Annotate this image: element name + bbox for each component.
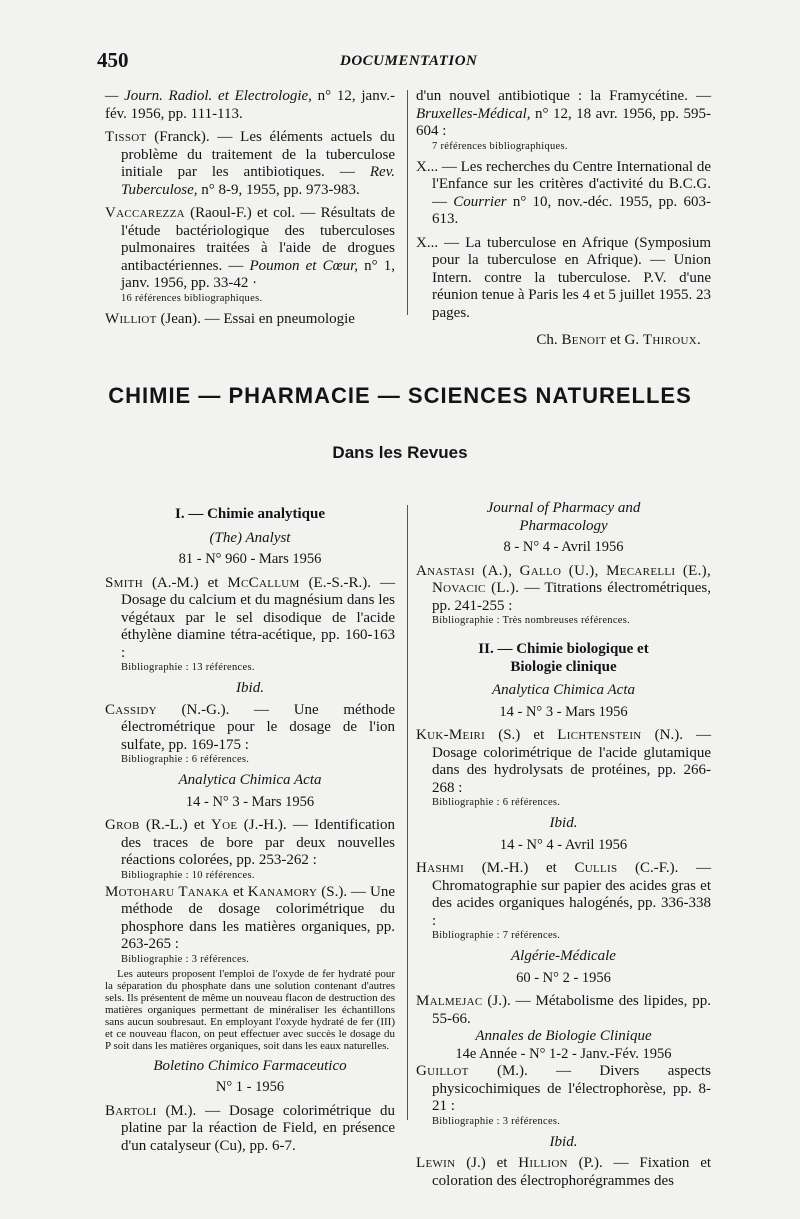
bottom-left-column <box>105 500 395 1161</box>
reference-count: Bibliographie : Très nombreuses références. <box>432 615 631 626</box>
reference-count: Bibliographie : 7 références. <box>432 930 561 941</box>
issue-line: 81 - N° 960 - Mars 1956 <box>178 551 322 567</box>
entry-bartoli: Bartoli (M.). — Dosage colorimétrique du platine par la réaction de Field, en présence d'un catalyseur (Cu), pp. 6-7. <box>105 1102 395 1154</box>
issue-line: 14 - N° 3 - Mars 1956 <box>185 793 315 810</box>
reference-count: 16 références bibliographiques. <box>121 292 263 304</box>
issue-line: 14 - N° 3 - Mars 1956 <box>499 703 628 720</box>
reference-count: Bibliographie : 3 références. <box>432 1115 561 1127</box>
entry-cassidy: Cassidy (N.-G.). — Une méthode électrométrique pour le dosage de l'ion sulfate, pp. 169-175 : <box>105 701 395 753</box>
entry-x-bcg: X... — Les recherches du Centre International de l'Enfance sur les critères d'activité du B.C.G. — Courrier n° 10, nov.-déc. 1955, pp. 603-613. <box>416 158 712 227</box>
reference-count: Bibliographie : 13 références. <box>121 662 255 673</box>
entry-hashmi: Hashmi (M.-H.) et Cullis (C.-F.). — Chromatographie sur papier des acides gras et des acides organiques halogénés, pp. 336-338 : <box>416 860 712 929</box>
journal-title: Analytica Chimica Acta <box>178 772 322 788</box>
page-number: 450 <box>97 48 129 72</box>
column-rule-top <box>407 90 408 315</box>
top-left-column <box>105 88 395 334</box>
entry-journ-radiol: — Journ. Radiol. et Electrologie, n° 12, janv.-fév. 1956, pp. 111-113. <box>105 88 395 122</box>
issue-line: N° 1 - 1956 <box>215 1079 285 1095</box>
running-header: DOCUMENTATION <box>340 53 478 69</box>
reference-count: Bibliographie : 10 références. <box>121 869 255 881</box>
journal-title: Journal of Pharmacy and Pharmacology <box>486 500 641 534</box>
reference-count: Bibliographie : 6 références. <box>432 797 561 808</box>
entry-x-afrique: X... — La tuberculose en Afrique (Symposium pour la tuberculose en Afrique). — Union Intern. contre la tuberculose. P.V. d'une réunion tenue à Paris les 4 et 5 juillet 1955. 23 pages. <box>416 234 711 321</box>
column-rule-bottom <box>407 505 408 1120</box>
subsection-heading: II. — Chimie biologique et Biologie clinique <box>478 641 649 675</box>
journal-title: Annales de Biologie Clinique <box>475 1028 652 1044</box>
section-title: CHIMIE — PHARMACIE — SCIENCES NATURELLES <box>108 383 692 408</box>
journal-title: Analytica Chimica Acta <box>491 682 636 698</box>
entry-tanaka: Motoharu Tanaka et Kanamory (S.). — Une méthode de dosage colorimétrique du phosphore dans les matières organiques, pp. 263-265 : <box>105 883 396 952</box>
entry-lewin: Lewin (J.) et Hillion (P.). — Fixation et coloration des électrophorégrammes des <box>416 1155 712 1189</box>
bottom-right-column <box>416 500 711 1196</box>
journal-title: Boletino Chimico Farmaceutico <box>153 1057 347 1074</box>
issue-line: 14 - N° 4 - Avril 1956 <box>499 836 628 853</box>
entry-vaccarezza: Vaccarezza (Raoul-F.) et col. — Résultats de l'étude bactériologique des tuberculoses pulmonaires traitées à l'aide de drogues antibactériennes. — Poumon et Cœur, n° 1, janv. 1956, pp. 33-42 · <box>105 205 396 291</box>
subsection-heading: I. — Chimie analytique <box>174 506 325 522</box>
entry-smith: Smith (A.-M.) et McCallum (E.-S.-R.). — Dosage du calcium et du magnésium dans les végétaux par le sel disodique de l'acide éthylène diamine tétra-acétique, pp. 160-163 : <box>105 574 396 661</box>
entry-malmejac: Malmejac (J.). — Métabolisme des lipides, pp. 55-66. <box>416 993 712 1027</box>
issue-line: 60 - N° 2 - 1956 <box>516 969 611 986</box>
issue-line: 8 - N° 4 - Avril 1956 <box>503 539 624 555</box>
entry-framycetine: d'un nouvel antibiotique : la Framycétine. — Bruxelles-Médical, n° 12, 18 avr. 1956, pp. 595-604 : <box>416 88 711 139</box>
entry-grob: Grob (R.-L.) et Yoe (J.-H.). — Identification des traces de bore par deux nouvelles réactions colorées, pp. 253-262 : <box>105 817 396 868</box>
journal-title: Algérie-Médicale <box>511 948 616 964</box>
journal-title: (The) Analyst <box>209 529 291 546</box>
entry-anastasi: Anastasi (A.), Gallo (U.), Mecarelli (E.), Novacic (L.). — Titrations électrométriques, pp. 241-255 : <box>416 562 711 614</box>
reference-count: 7 références bibliographiques. <box>432 140 568 152</box>
entry-guillot: Guillot (M.). — Divers aspects physicochimiques de l'électrophorèse, pp. 8-21 : <box>416 1063 712 1114</box>
ibid: Ibid. <box>549 815 578 831</box>
ibid: Ibid. <box>549 1133 578 1150</box>
top-right-column <box>416 88 711 350</box>
issue-line: 14e Année - N° 1-2 - Janv.-Fév. 1956 <box>455 1045 672 1062</box>
reference-count: Bibliographie : 3 références. <box>121 953 250 965</box>
reference-count: Bibliographie : 6 références. <box>121 754 250 765</box>
entry-tissot: Tissot (Franck). — Les éléments actuels du problème du traitement de la tuberculose initiale par les antibiotiques. — Rev. Tuberculose, n° 8-9, 1955, pp. 973-983. <box>105 129 396 198</box>
abstract: Les auteurs proposent l'emploi de l'oxyde de fer hydraté pour la séparation du phosphate dans une solution contenant d'autres sels. Ils présentent de même un nouveau flacon de destruction des matières organiques permettant de minéraliser les échantillons sans aucun soubresaut. En employant l'oxyde hydraté de fer (III) et ce nouveau flacon, on peut effectuer avec succès le dosage du P soit dans les matières organiques, soit dans les eaux naturelles. <box>105 967 395 1052</box>
section-subtitle: Dans les Revues <box>332 443 468 462</box>
entry-kuk-meiri: Kuk-Meiri (S.) et Lichtenstein (N.). — Dosage colorimétrique de l'acide glutamique dans des hydrolysats de protéines, pp. 266-268 : <box>416 727 712 796</box>
signature: Ch. Benoit et G. Thiroux. <box>536 332 701 348</box>
ibid: Ibid. <box>236 680 264 696</box>
entry-williot: Williot (Jean). — Essai en pneumologie <box>105 310 355 327</box>
